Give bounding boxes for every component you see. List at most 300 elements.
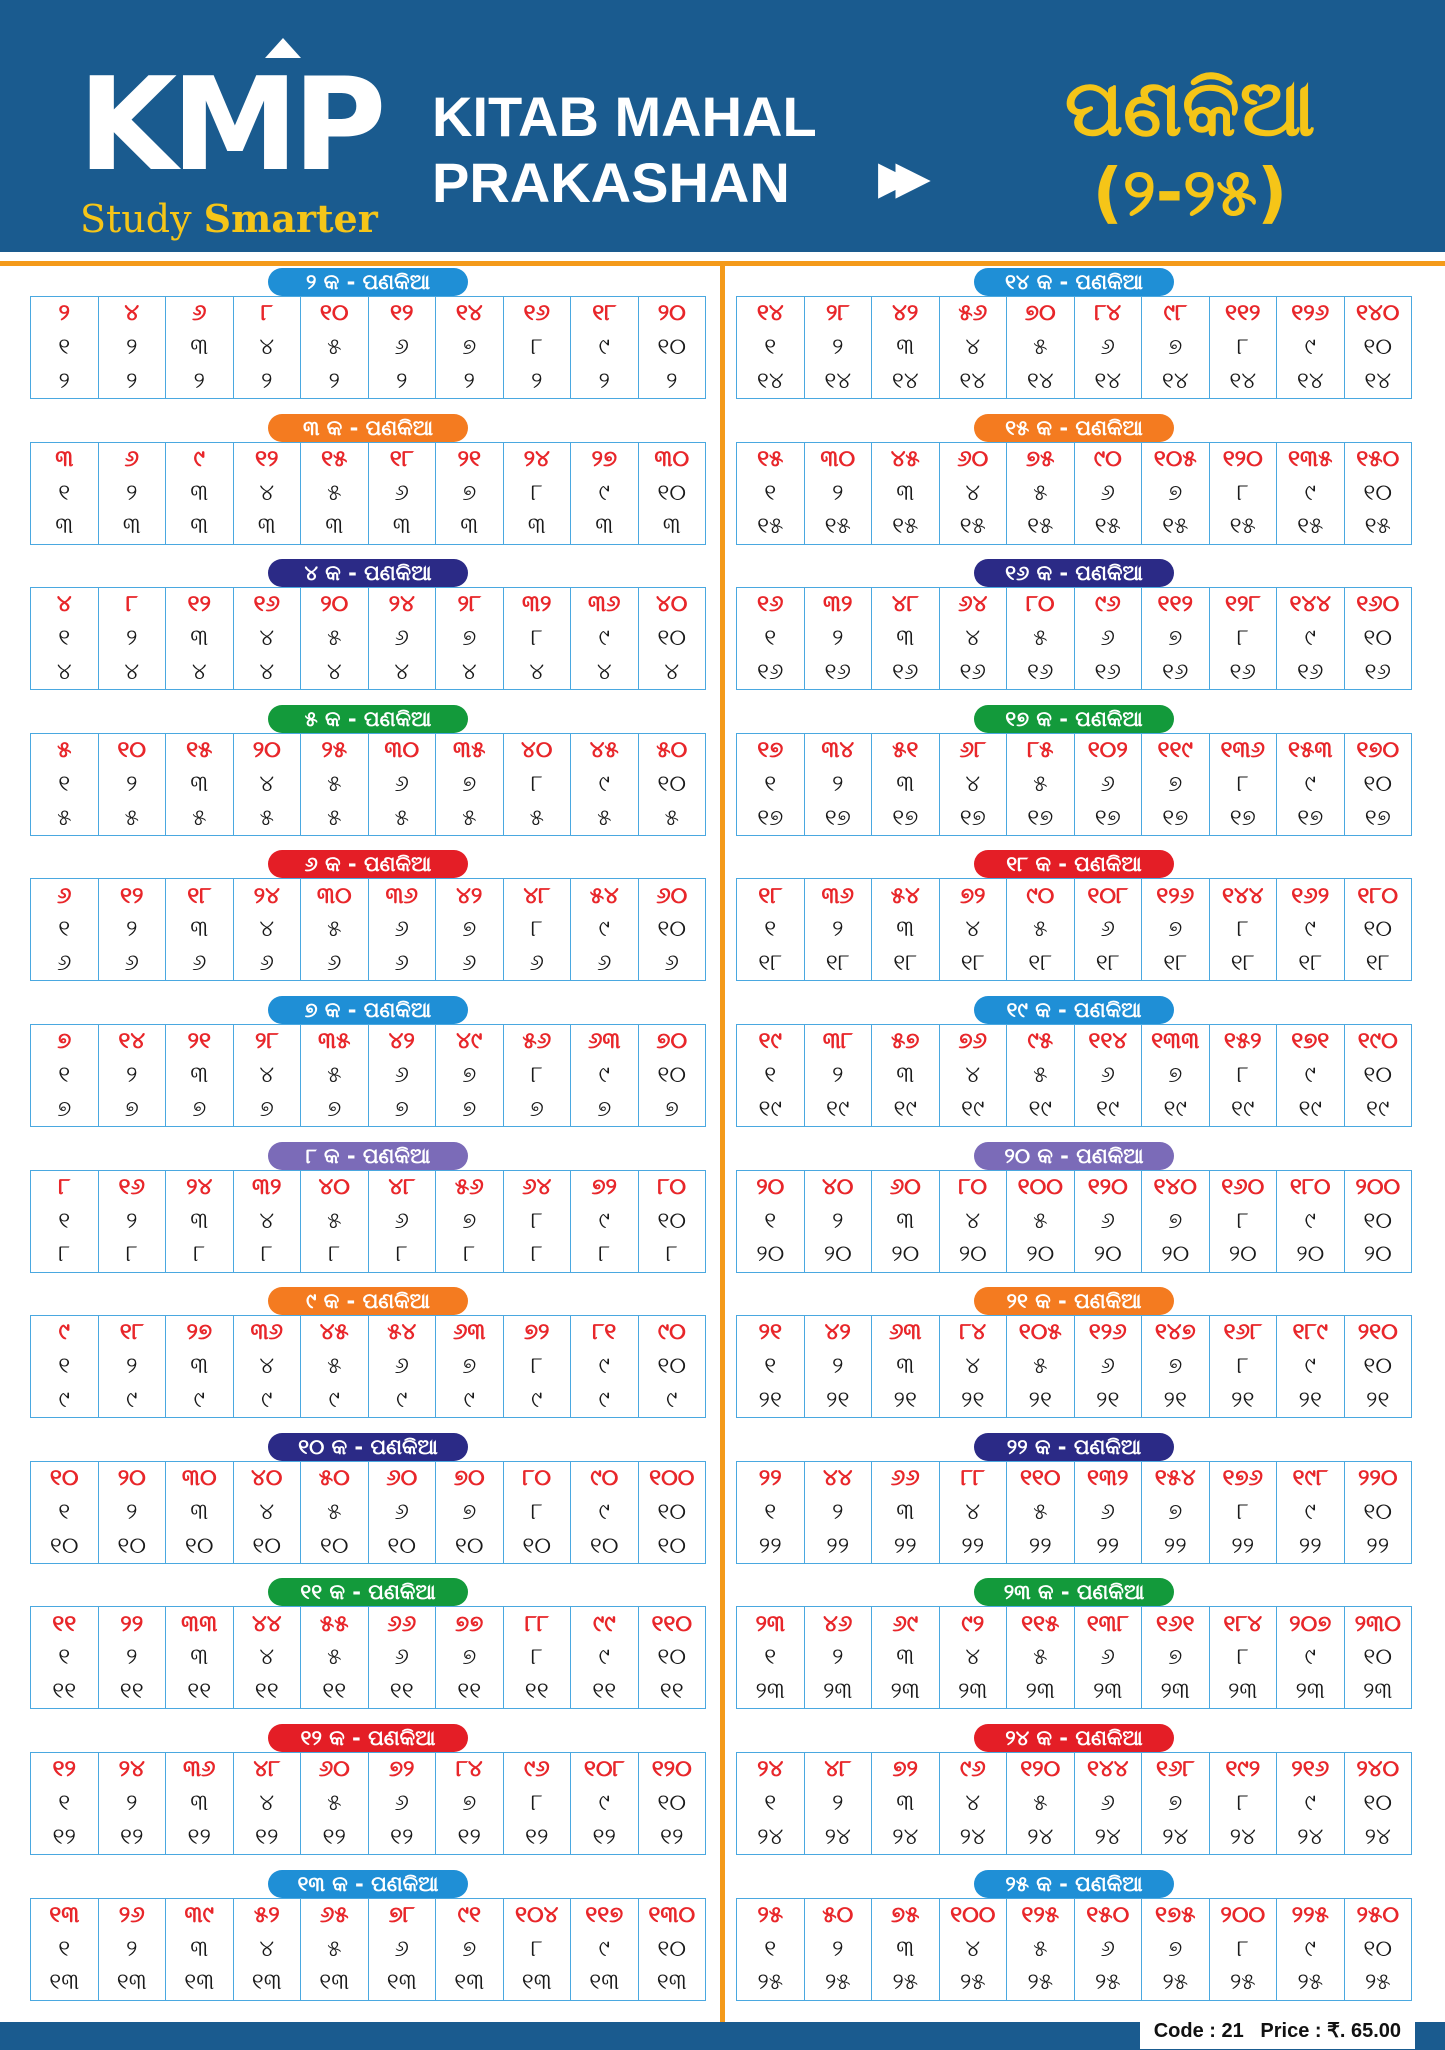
multiplier-cell: ୪ — [233, 1641, 301, 1675]
base-cell: ୪ — [571, 656, 639, 690]
base-cell: ୭ — [98, 1093, 166, 1127]
base-cell: ୨୧ — [1209, 1384, 1277, 1418]
base-cell: ୧୫ — [1007, 510, 1075, 544]
multiplier-cell: ୬ — [368, 476, 436, 510]
product-cell: ୧୩୦ — [638, 1898, 706, 1932]
multiplier-cell: ୧ — [31, 1787, 99, 1821]
multiplier-cell: ୨ — [804, 331, 872, 365]
product-cell: ୨୦୭ — [1277, 1607, 1345, 1641]
double-arrow-icon: ▶▶ — [878, 150, 913, 204]
multiplier-cell: ୭ — [436, 622, 504, 656]
multiplier-cell: ୧୦ — [638, 331, 706, 365]
product-cell: ୧୪୦ — [1142, 1170, 1210, 1204]
multiplier-cell: ୧ — [737, 622, 805, 656]
multipliers-row — [737, 767, 1412, 801]
multiplier-cell: ୨ — [98, 1787, 166, 1821]
base-cell: ୨୩ — [1074, 1675, 1142, 1709]
multiplication-table — [736, 442, 1412, 545]
base-cell: ୧୭ — [939, 801, 1007, 835]
multiplier-cell: ୨ — [98, 1641, 166, 1675]
multiplication-table — [736, 733, 1412, 836]
multiplier-cell: ୧୦ — [638, 1787, 706, 1821]
multiplier-cell: ୯ — [1277, 767, 1345, 801]
base-cell: ୬ — [503, 947, 571, 981]
product-cell: ୨୧ — [436, 442, 504, 476]
base-cell: ୨୦ — [1007, 1238, 1075, 1272]
multiplier-cell: ୪ — [233, 622, 301, 656]
product-cell: ୧୧୦ — [638, 1607, 706, 1641]
products-row — [31, 1170, 706, 1204]
base-cell: ୫ — [638, 801, 706, 835]
multiplier-cell: ୩ — [872, 913, 940, 947]
base-cell: ୧୨ — [301, 1821, 369, 1855]
product-cell: ୧୬ — [233, 588, 301, 622]
multiplier-cell: ୯ — [571, 1932, 639, 1966]
base-cell: ୧୦ — [503, 1529, 571, 1563]
multipliers-row — [31, 1932, 706, 1966]
product-cell: ୬୪ — [503, 1170, 571, 1204]
multiplier-cell: ୯ — [1277, 331, 1345, 365]
base-cell: ୨୨ — [804, 1529, 872, 1563]
multiplier-cell: ୧୦ — [638, 1641, 706, 1675]
base-cell: ୧୮ — [939, 947, 1007, 981]
multiplication-table — [736, 1898, 1412, 2001]
multiplier-cell: ୨ — [98, 767, 166, 801]
multiplier-cell: ୨ — [804, 1932, 872, 1966]
multiplier-cell: ୮ — [503, 1059, 571, 1093]
table-title-pill: ୪ କ - ପଣକିଆ — [268, 559, 468, 587]
product-cell: ୧୨ — [166, 588, 234, 622]
product-cell: ୨୮ — [233, 1025, 301, 1059]
multiplier-cell: ୧୦ — [1344, 622, 1412, 656]
product-cell: ୯୧ — [436, 1898, 504, 1932]
product-cell: ୪୨ — [436, 879, 504, 913]
base-cell: ୧୬ — [1142, 656, 1210, 690]
base-cell: ୯ — [98, 1384, 166, 1418]
multiplier-cell: ୭ — [436, 476, 504, 510]
base-cell: ୨୧ — [737, 1384, 805, 1418]
multiplier-cell: ୧୦ — [638, 767, 706, 801]
base-cell: ୧୧ — [571, 1675, 639, 1709]
product-cell: ୭ — [31, 1025, 99, 1059]
base-cell: ୧୩ — [638, 1966, 706, 2000]
multiplier-cell: ୨ — [98, 622, 166, 656]
multiplier-cell: ୮ — [1209, 913, 1277, 947]
table-title-pill: ୨୦ କ - ପଣକିଆ — [974, 1142, 1174, 1170]
table-title-pill: ୧୮ କ - ପଣକିଆ — [974, 850, 1174, 878]
multiplier-cell: ୫ — [1007, 1932, 1075, 1966]
base-cell: ୧୪ — [1007, 365, 1075, 399]
product-cell: ୬୫ — [301, 1898, 369, 1932]
base-cell: ୨୫ — [1344, 1966, 1412, 2000]
multiplier-cell: ୩ — [166, 476, 234, 510]
multiplier-cell: ୫ — [1007, 1787, 1075, 1821]
multiplier-cell: ୮ — [503, 1787, 571, 1821]
table-block — [736, 1142, 1412, 1268]
table-title-pill: ୨୧ କ - ପଣକିଆ — [974, 1287, 1174, 1315]
multiplier-cell: ୮ — [1209, 1787, 1277, 1821]
multiplier-cell: ୧ — [31, 1932, 99, 1966]
base-cell: ୧୮ — [1209, 947, 1277, 981]
publisher-name — [432, 84, 817, 216]
multipliers-row — [31, 913, 706, 947]
base-row — [31, 656, 706, 690]
table-block — [30, 1578, 706, 1705]
product-cell: ୬୬ — [368, 1607, 436, 1641]
product-cell: ୪୬ — [804, 1607, 872, 1641]
product-cell: ୯୦ — [638, 1316, 706, 1350]
multiplication-table — [736, 1752, 1412, 1855]
product-cell: ୧୬୦ — [1209, 1170, 1277, 1204]
product-cell: ୨୦ — [98, 1461, 166, 1495]
multiplier-cell: ୩ — [872, 1495, 940, 1529]
product-cell: ୧୫ — [737, 442, 805, 476]
multiplier-cell: ୬ — [368, 1641, 436, 1675]
product-cell: ୧୩୩ — [1142, 1025, 1210, 1059]
base-cell: ୧୯ — [1277, 1093, 1345, 1127]
multiplier-cell: ୭ — [436, 913, 504, 947]
product-cell: ୫୬ — [436, 1170, 504, 1204]
product-cell: ୧୦୫ — [1142, 442, 1210, 476]
product-cell: ୪୮ — [368, 1170, 436, 1204]
product-cell: ୧୯୮ — [1277, 1461, 1345, 1495]
base-cell: ୭ — [31, 1093, 99, 1127]
multiplier-cell: ୪ — [939, 913, 1007, 947]
multiplier-cell: ୫ — [301, 1495, 369, 1529]
products-row — [737, 1025, 1412, 1059]
base-cell: ୪ — [301, 656, 369, 690]
base-cell: ୨୩ — [1007, 1675, 1075, 1709]
multiplication-table — [30, 1024, 706, 1127]
table-title-pill: ୯ କ - ପଣକିଆ — [268, 1287, 468, 1315]
product-cell: ୧୧୦ — [1007, 1461, 1075, 1495]
base-cell: ୨୦ — [737, 1238, 805, 1272]
product-cell: ୧୦୨ — [1074, 733, 1142, 767]
product-cell: ୧୧୭ — [571, 1898, 639, 1932]
product-cell: ୪୦ — [503, 733, 571, 767]
product-cell: ୧୨ — [233, 442, 301, 476]
base-cell: ୨୪ — [1142, 1821, 1210, 1855]
base-cell: ୧୧ — [503, 1675, 571, 1709]
multiplier-cell: ୭ — [1142, 1787, 1210, 1821]
multiplier-cell: ୫ — [301, 913, 369, 947]
base-cell: ୧୦ — [233, 1529, 301, 1563]
multiplication-table — [736, 587, 1412, 690]
table-block — [736, 1724, 1412, 1850]
table-block — [30, 559, 706, 685]
multiplier-cell: ୪ — [939, 622, 1007, 656]
product-cell: ୬ — [166, 297, 234, 331]
base-cell: ୨୦ — [939, 1238, 1007, 1272]
multipliers-row — [737, 1641, 1412, 1675]
base-cell: ୫ — [301, 801, 369, 835]
multiplier-cell: ୧୦ — [1344, 1495, 1412, 1529]
multiplier-cell: ୬ — [1074, 331, 1142, 365]
product-cell: ୫୦ — [301, 1461, 369, 1495]
base-cell: ୧୧ — [98, 1675, 166, 1709]
multiplier-cell: ୧ — [737, 767, 805, 801]
base-cell: ୧୫ — [939, 510, 1007, 544]
base-cell: ୧୭ — [1074, 801, 1142, 835]
tagline-light: Study — [80, 197, 192, 241]
table-block — [30, 1433, 706, 1559]
multiplier-cell: ୭ — [1142, 767, 1210, 801]
product-cell: ୧୧୨ — [1142, 588, 1210, 622]
base-row — [737, 1675, 1412, 1709]
multiplier-cell: ୯ — [1277, 476, 1345, 510]
multiplication-table — [30, 1315, 706, 1418]
product-cell: ୧୬୦ — [1344, 588, 1412, 622]
product-cell: ୩୪ — [804, 733, 872, 767]
base-cell: ୨୦ — [872, 1238, 940, 1272]
product-cell: ୬ — [98, 442, 166, 476]
multiplier-cell: ୧ — [737, 331, 805, 365]
product-cell: ୭୨ — [571, 1170, 639, 1204]
multiplier-cell: ୨ — [98, 913, 166, 947]
product-cell: ୯୮ — [1142, 297, 1210, 331]
table-title-pill: ୧୨ କ - ପଣକିଆ — [268, 1724, 468, 1752]
base-cell: ୨୧ — [1277, 1384, 1345, 1418]
base-row — [31, 1384, 706, 1418]
product-cell: ୪୫ — [872, 442, 940, 476]
product-cell: ୧୦୦ — [939, 1898, 1007, 1932]
multiplication-table — [30, 296, 706, 399]
multiplication-table — [30, 442, 706, 545]
base-cell: ୬ — [368, 947, 436, 981]
product-cell: ୧୨୦ — [1209, 442, 1277, 476]
multiplier-cell: ୫ — [1007, 767, 1075, 801]
multiplier-cell: ୧ — [737, 1059, 805, 1093]
base-row — [737, 947, 1412, 981]
product-cell: ୪୨ — [872, 297, 940, 331]
multiplier-cell: ୧୦ — [1344, 331, 1412, 365]
multiplication-table — [736, 1315, 1412, 1418]
base-row — [737, 1821, 1412, 1855]
product-cell: ୧୦୪ — [503, 1898, 571, 1932]
base-cell: ୨୨ — [1344, 1529, 1412, 1563]
base-cell: ୨୧ — [1344, 1384, 1412, 1418]
base-cell: ୬ — [638, 947, 706, 981]
table-block — [736, 1870, 1412, 1996]
base-cell: ୧୫ — [1074, 510, 1142, 544]
product-cell: ୧୪୪ — [1277, 588, 1345, 622]
base-cell: ୧୭ — [804, 801, 872, 835]
product-cell: ୨୫ — [301, 733, 369, 767]
product-cell: ୪୫ — [571, 733, 639, 767]
multiplier-cell: ୪ — [939, 1641, 1007, 1675]
product-cell: ୨୮ — [436, 588, 504, 622]
multiplier-cell: ୧ — [31, 1204, 99, 1238]
multiplier-cell: ୩ — [166, 622, 234, 656]
product-cell: ୬୦ — [638, 879, 706, 913]
product-cell: ୩୩ — [166, 1607, 234, 1641]
product-cell: ୧୨୮ — [1209, 588, 1277, 622]
product-cell: ୪୦ — [233, 1461, 301, 1495]
multiplier-cell: ୪ — [939, 1495, 1007, 1529]
base-cell: ୧୫ — [1209, 510, 1277, 544]
multiplier-cell: ୨ — [98, 1932, 166, 1966]
table-title-pill: ୮ କ - ପଣକିଆ — [268, 1142, 468, 1170]
product-cell: ୧୬୧ — [1142, 1607, 1210, 1641]
base-row — [737, 510, 1412, 544]
multiplier-cell: ୫ — [1007, 331, 1075, 365]
multiplier-cell: ୭ — [436, 1932, 504, 1966]
page-subtitle-range: (୨-୨୫) — [1092, 154, 1288, 231]
multiplier-cell: ୭ — [1142, 913, 1210, 947]
multiplier-cell: ୬ — [1074, 1204, 1142, 1238]
multiplier-cell: ୫ — [1007, 1350, 1075, 1384]
multiplier-cell: ୧ — [31, 1495, 99, 1529]
multiplier-cell: ୪ — [233, 1350, 301, 1384]
multiplier-cell: ୩ — [872, 1641, 940, 1675]
multiplier-cell: ୩ — [872, 331, 940, 365]
base-cell: ୯ — [571, 1384, 639, 1418]
products-row — [737, 1607, 1412, 1641]
product-cell: ୮ — [31, 1170, 99, 1204]
product-cell: ୨୩ — [737, 1607, 805, 1641]
product-cell: ୨୪ — [368, 588, 436, 622]
multiplier-cell: ୬ — [368, 622, 436, 656]
base-cell: ୧୨ — [638, 1821, 706, 1855]
multiplier-cell: ୯ — [1277, 1787, 1345, 1821]
multiplier-cell: ୬ — [368, 331, 436, 365]
products-row — [737, 442, 1412, 476]
multiplier-cell: ୯ — [571, 1350, 639, 1384]
multiplication-table — [736, 878, 1412, 981]
product-cell: ୫ — [31, 733, 99, 767]
product-cell: ୧୩୮ — [1074, 1607, 1142, 1641]
product-cell: ୨୫ — [737, 1898, 805, 1932]
multipliers-row — [31, 1495, 706, 1529]
multiplier-cell: ୮ — [503, 767, 571, 801]
base-cell: ୪ — [436, 656, 504, 690]
base-cell: ୨୫ — [804, 1966, 872, 2000]
multiplier-cell: ୪ — [939, 331, 1007, 365]
product-cell: ୮୧ — [571, 1316, 639, 1350]
product-cell: ୪୫ — [301, 1316, 369, 1350]
base-cell: ୧୦ — [571, 1529, 639, 1563]
product-cell: ୧୩୫ — [1277, 442, 1345, 476]
base-cell: ୧୭ — [1007, 801, 1075, 835]
product-cell: ୧୪୦ — [1344, 297, 1412, 331]
multipliers-row — [737, 1787, 1412, 1821]
base-cell: ୨୪ — [1209, 1821, 1277, 1855]
multipliers-row — [31, 1641, 706, 1675]
product-cell: ୩୨ — [804, 588, 872, 622]
base-cell: ୨ — [638, 365, 706, 399]
table-title-pill: ୧୬ କ - ପଣକିଆ — [974, 559, 1174, 587]
multiplier-cell: ୮ — [1209, 622, 1277, 656]
multiplier-cell: ୮ — [1209, 1204, 1277, 1238]
product-cell: ୧୪୪ — [1074, 1753, 1142, 1787]
multiplier-cell: ୯ — [1277, 1204, 1345, 1238]
product-cell: ୬୩ — [872, 1316, 940, 1350]
multiplier-cell: ୪ — [939, 1787, 1007, 1821]
multiplier-cell: ୩ — [872, 1204, 940, 1238]
base-cell: ୧୭ — [737, 801, 805, 835]
product-cell: ୧୭୧ — [1277, 1025, 1345, 1059]
base-row — [31, 510, 706, 544]
table-title-pill: ୬ କ - ପଣକିଆ — [268, 850, 468, 878]
table-title-pill: ୨୩ କ - ପଣକିଆ — [974, 1578, 1174, 1606]
multiplier-cell: ୩ — [872, 767, 940, 801]
products-row — [737, 879, 1412, 913]
product-cell: ୨୦୦ — [1344, 1170, 1412, 1204]
product-cell: ୩୫ — [436, 733, 504, 767]
multiplier-cell: ୩ — [166, 1350, 234, 1384]
multipliers-row — [31, 331, 706, 365]
multiplier-cell: ୨ — [804, 1204, 872, 1238]
base-cell: ୮ — [31, 1238, 99, 1272]
base-cell: ୪ — [98, 656, 166, 690]
multiplier-cell: ୧ — [31, 476, 99, 510]
multiplier-cell: ୫ — [301, 622, 369, 656]
product-cell: ୨୦୦ — [1209, 1898, 1277, 1932]
multiplier-cell: ୨ — [98, 476, 166, 510]
product-cell: ୬୦ — [939, 442, 1007, 476]
multiplier-cell: ୩ — [166, 1641, 234, 1675]
multiplier-cell: ୭ — [1142, 476, 1210, 510]
base-row — [737, 1966, 1412, 2000]
table-block — [736, 414, 1412, 540]
product-cell: ୨୨ — [98, 1607, 166, 1641]
base-row — [31, 1093, 706, 1127]
multiplier-cell: ୩ — [166, 1787, 234, 1821]
base-cell: ୨୩ — [1209, 1675, 1277, 1709]
product-cell: ୧୪ — [737, 297, 805, 331]
base-row — [737, 365, 1412, 399]
base-cell: ୬ — [436, 947, 504, 981]
product-cell: ୧୮୪ — [1209, 1607, 1277, 1641]
product-cell: ୧୧୯ — [1142, 733, 1210, 767]
products-row — [31, 1461, 706, 1495]
product-cell: ୩୮ — [804, 1025, 872, 1059]
base-cell: ୧୩ — [503, 1966, 571, 2000]
table-title-pill: ୨୫ କ - ପଣକିଆ — [974, 1870, 1174, 1898]
multiplier-cell: ୪ — [233, 767, 301, 801]
product-cell: ୫୨ — [233, 1898, 301, 1932]
base-cell: ୫ — [503, 801, 571, 835]
multiplier-cell: ୫ — [1007, 913, 1075, 947]
multiplier-cell: ୯ — [571, 1787, 639, 1821]
multiplier-cell: ୬ — [1074, 1059, 1142, 1093]
multiplier-cell: ୧୦ — [638, 1350, 706, 1384]
products-row — [737, 733, 1412, 767]
multiplier-cell: ୫ — [301, 331, 369, 365]
product-cell: ୧୫୨ — [1209, 1025, 1277, 1059]
base-cell: ୨୦ — [1209, 1238, 1277, 1272]
product-cell: ୧୪ — [436, 297, 504, 331]
base-cell: ୨୨ — [1209, 1529, 1277, 1563]
product-cell: ୧୮ — [368, 442, 436, 476]
multiplier-cell: ୯ — [571, 913, 639, 947]
multiplier-cell: ୭ — [436, 1641, 504, 1675]
multiplier-cell: ୩ — [872, 1350, 940, 1384]
product-cell: ୧୮୯ — [1277, 1316, 1345, 1350]
base-cell: ୨୩ — [804, 1675, 872, 1709]
product-cell: ୭୫ — [872, 1898, 940, 1932]
product-cell: ୫୦ — [638, 733, 706, 767]
products-row — [737, 588, 1412, 622]
multipliers-row — [737, 913, 1412, 947]
multiplier-cell: ୪ — [939, 1204, 1007, 1238]
base-cell: ୭ — [571, 1093, 639, 1127]
multiplier-cell: ୧ — [31, 331, 99, 365]
multiplier-cell: ୩ — [872, 476, 940, 510]
multiplier-cell: ୧୦ — [1344, 913, 1412, 947]
base-cell: ୪ — [503, 656, 571, 690]
base-cell: ୬ — [233, 947, 301, 981]
